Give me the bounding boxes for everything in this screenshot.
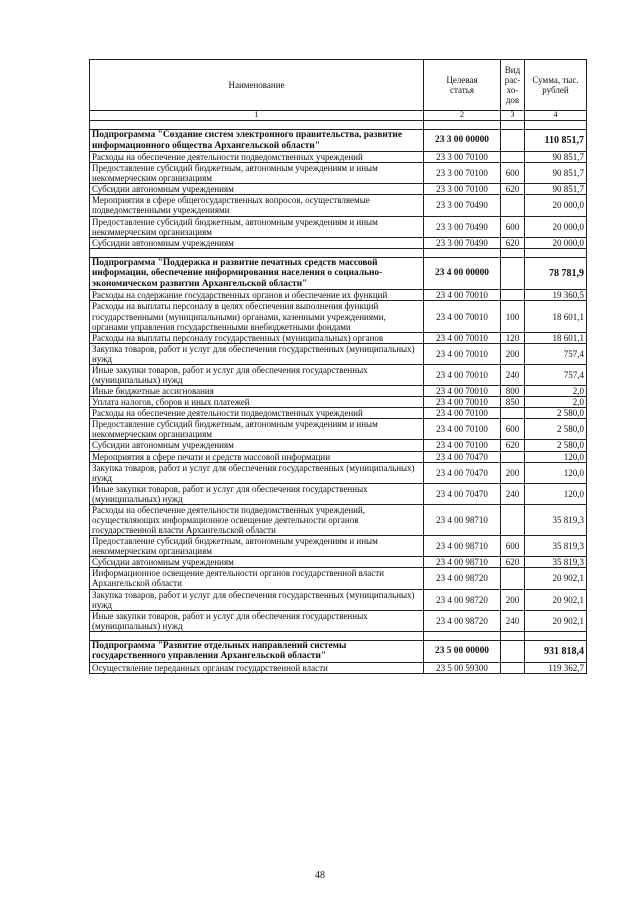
cell-name: Осуществление переданных органам государственной власти (90, 662, 424, 673)
table-row (90, 397, 587, 408)
cell-name: Закупка товаров, работ и услуг для обеспечения государственных (муниципальных) нужд (90, 462, 424, 483)
cell-name: Иные закупки товаров, работ и услуг для обеспечения государственных (муниципальных) нужд (90, 483, 424, 504)
cell-name: Расходы на обеспечение деятельности подведомственных учреждений, осуществляющих информационное освещение деятельности органов государственной власти Архангельской области (90, 504, 424, 535)
cell-amount: 2,0 (525, 397, 587, 408)
cell-expense-type: 600 (501, 536, 525, 557)
cell-amount: 20 000,0 (525, 195, 587, 216)
cell-target-article: 23 3 00 70490 (424, 195, 501, 216)
header-name: Наименование (90, 60, 424, 111)
table-row (90, 163, 587, 184)
cell-expense-type (501, 257, 525, 290)
cell-expense-type (501, 290, 525, 301)
cell-amount: 120,0 (525, 462, 587, 483)
cell-expense-type: 200 (501, 343, 525, 364)
cell-expense-type: 200 (501, 462, 525, 483)
cell-amount: 18 601,1 (525, 332, 587, 343)
cell-name: Расходы на обеспечение деятельности подведомственных учреждений (90, 152, 424, 163)
cell-target-article: 23 4 00 98710 (424, 536, 501, 557)
cell-target-article: 23 3 00 00000 (424, 130, 501, 152)
page-number: 48 (315, 870, 325, 881)
cell-amount: 120,0 (525, 451, 587, 462)
cell-amount: 35 819,3 (525, 504, 587, 535)
cell-name: Расходы на выплаты персоналу государственных (муниципальных) органов (90, 332, 424, 343)
cell-amount: 931 818,4 (525, 640, 587, 662)
cell-name: Предоставление субсидий бюджетным, автономным учреждениям и иным некоммерческим организациям (90, 216, 424, 237)
spacer-row (90, 631, 587, 640)
cell-target-article: 23 4 00 70010 (424, 301, 501, 332)
cell-target-article: 23 4 00 70010 (424, 364, 501, 385)
cell-target-article: 23 5 00 00000 (424, 640, 501, 662)
subprogram-row (90, 257, 587, 290)
spacer-cell (424, 121, 501, 130)
cell-amount: 757,4 (525, 343, 587, 364)
cell-amount: 2 580,0 (525, 440, 587, 451)
cell-amount: 78 781,9 (525, 257, 587, 290)
cell-target-article: 23 5 00 59300 (424, 662, 501, 673)
cell-amount: 20 902,1 (525, 589, 587, 610)
table-row (90, 184, 587, 195)
budget-table (89, 59, 587, 674)
table-row (90, 364, 587, 385)
cell-target-article: 23 4 00 98710 (424, 504, 501, 535)
table-row (90, 216, 587, 237)
cell-expense-type: 800 (501, 386, 525, 397)
header-code: Целевая статья (424, 60, 501, 111)
cell-amount: 90 851,7 (525, 184, 587, 195)
cell-name: Иные закупки товаров, работ и услуг для обеспечения государственных (муниципальных) нужд (90, 610, 424, 631)
cell-amount: 120,0 (525, 483, 587, 504)
cell-name: Подпрограмма "Поддержка и развитие печатных средств массовой информации, обеспечение информирования населения о социально-экономическом развитии Архангельской области" (90, 257, 424, 290)
spacer-cell (501, 121, 525, 130)
subprogram-row (90, 130, 587, 152)
cell-expense-type: 620 (501, 237, 525, 248)
cell-target-article: 23 4 00 70100 (424, 440, 501, 451)
table-header-row (90, 60, 587, 111)
cell-expense-type (501, 451, 525, 462)
cell-name: Расходы на выплаты персоналу в целях обеспечения выполнения функций государственными (муниципальными) органами, казенными учреждениями, органами управления государственными внебюджетными фондами (90, 301, 424, 332)
cell-target-article: 23 4 00 70010 (424, 332, 501, 343)
table-row (90, 237, 587, 248)
cell-target-article: 23 4 00 98720 (424, 589, 501, 610)
column-number-row (90, 111, 587, 121)
cell-amount: 2 580,0 (525, 408, 587, 419)
cell-target-article: 23 4 00 98720 (424, 568, 501, 589)
column-number: 4 (525, 111, 587, 121)
cell-amount: 20 000,0 (525, 237, 587, 248)
cell-expense-type: 620 (501, 557, 525, 568)
table-row (90, 332, 587, 343)
cell-target-article: 23 4 00 70010 (424, 290, 501, 301)
cell-amount: 18 601,1 (525, 301, 587, 332)
spacer-cell (501, 631, 525, 640)
cell-name: Расходы на обеспечение деятельности подведомственных учреждений (90, 408, 424, 419)
cell-name: Субсидии автономным учреждениям (90, 237, 424, 248)
column-number: 1 (90, 111, 424, 121)
cell-name: Информационное освещение деятельности органов государственной власти Архангельской области (90, 568, 424, 589)
cell-name: Подпрограмма "Создание систем электронного правительства, развитие информационного общества Архангельской области" (90, 130, 424, 152)
cell-amount: 90 851,7 (525, 152, 587, 163)
spacer-cell (525, 121, 587, 130)
spacer-cell (501, 248, 525, 257)
cell-target-article: 23 4 00 70010 (424, 397, 501, 408)
cell-amount: 19 360,5 (525, 290, 587, 301)
table-row (90, 589, 587, 610)
cell-target-article: 23 4 00 00000 (424, 257, 501, 290)
cell-amount: 35 819,3 (525, 557, 587, 568)
table-row (90, 440, 587, 451)
cell-expense-type: 240 (501, 610, 525, 631)
cell-amount: 20 902,1 (525, 610, 587, 631)
spacer-cell (90, 631, 424, 640)
cell-name: Подпрограмма "Развитие отдельных направлений системы государственного управления Архангельской области" (90, 640, 424, 662)
cell-name: Закупка товаров, работ и услуг для обеспечения государственных (муниципальных) нужд (90, 343, 424, 364)
table-row (90, 195, 587, 216)
table-row (90, 536, 587, 557)
cell-amount: 90 851,7 (525, 163, 587, 184)
spacer-cell (90, 121, 424, 130)
cell-expense-type (501, 640, 525, 662)
cell-target-article: 23 3 00 70100 (424, 184, 501, 195)
column-number: 3 (501, 111, 525, 121)
cell-amount: 119 362,7 (525, 662, 587, 673)
cell-expense-type: 120 (501, 332, 525, 343)
cell-name: Предоставление субсидий бюджетным, автономным учреждениям и иным некоммерческим организациям (90, 419, 424, 440)
header-kind: Вид рас- хо- дов (501, 60, 525, 111)
table-row (90, 557, 587, 568)
table-row (90, 408, 587, 419)
table-row (90, 662, 587, 673)
cell-name: Иные бюджетные ассигнования (90, 386, 424, 397)
cell-target-article: 23 4 00 70470 (424, 462, 501, 483)
cell-expense-type: 600 (501, 216, 525, 237)
cell-name: Иные закупки товаров, работ и услуг для обеспечения государственных (муниципальных) нужд (90, 364, 424, 385)
table-row (90, 290, 587, 301)
cell-target-article: 23 4 00 70100 (424, 408, 501, 419)
cell-amount: 2,0 (525, 386, 587, 397)
cell-name: Предоставление субсидий бюджетным, автономным учреждениям и иным некоммерческим организациям (90, 536, 424, 557)
cell-name: Субсидии автономным учреждениям (90, 440, 424, 451)
budget-table-body (90, 60, 587, 674)
cell-target-article: 23 4 00 98720 (424, 610, 501, 631)
cell-amount: 2 580,0 (525, 419, 587, 440)
table-row (90, 343, 587, 364)
cell-name: Субсидии автономным учреждениям (90, 557, 424, 568)
table-row (90, 462, 587, 483)
cell-expense-type (501, 130, 525, 152)
cell-expense-type: 100 (501, 301, 525, 332)
cell-expense-type (501, 408, 525, 419)
spacer-row (90, 121, 587, 130)
cell-expense-type (501, 568, 525, 589)
cell-target-article: 23 4 00 70010 (424, 343, 501, 364)
cell-target-article: 23 3 00 70490 (424, 237, 501, 248)
table-row (90, 419, 587, 440)
table-row (90, 483, 587, 504)
cell-target-article: 23 3 00 70100 (424, 163, 501, 184)
cell-target-article: 23 3 00 70490 (424, 216, 501, 237)
cell-expense-type (501, 662, 525, 673)
table-row (90, 504, 587, 535)
table-row (90, 610, 587, 631)
cell-expense-type: 600 (501, 163, 525, 184)
header-sum: Сумма, тыс. рублей (525, 60, 587, 111)
cell-amount: 20 902,1 (525, 568, 587, 589)
cell-name: Предоставление субсидий бюджетным, автономным учреждениям и иным некоммерческим организациям (90, 163, 424, 184)
subprogram-row (90, 640, 587, 662)
cell-expense-type: 620 (501, 440, 525, 451)
cell-expense-type: 240 (501, 364, 525, 385)
cell-expense-type: 600 (501, 419, 525, 440)
cell-name: Субсидии автономным учреждениям (90, 184, 424, 195)
cell-expense-type (501, 195, 525, 216)
cell-expense-type (501, 152, 525, 163)
spacer-cell (424, 248, 501, 257)
table-row (90, 568, 587, 589)
table-row (90, 386, 587, 397)
cell-expense-type: 850 (501, 397, 525, 408)
cell-target-article: 23 4 00 98710 (424, 557, 501, 568)
table-row (90, 152, 587, 163)
cell-name: Закупка товаров, работ и услуг для обеспечения государственных (муниципальных) нужд (90, 589, 424, 610)
cell-target-article: 23 4 00 70470 (424, 483, 501, 504)
column-number: 2 (424, 111, 501, 121)
spacer-cell (525, 248, 587, 257)
cell-expense-type: 200 (501, 589, 525, 610)
cell-name: Уплата налогов, сборов и иных платежей (90, 397, 424, 408)
cell-target-article: 23 3 00 70100 (424, 152, 501, 163)
spacer-row (90, 248, 587, 257)
spacer-cell (424, 631, 501, 640)
cell-target-article: 23 4 00 70470 (424, 451, 501, 462)
cell-amount: 110 851,7 (525, 130, 587, 152)
cell-amount: 35 819,3 (525, 536, 587, 557)
cell-amount: 757,4 (525, 364, 587, 385)
cell-name: Расходы на содержание государственных органов и обеспечение их функций (90, 290, 424, 301)
table-row (90, 301, 587, 332)
cell-name: Мероприятия в сфере печати и средств массовой информации (90, 451, 424, 462)
spacer-cell (90, 248, 424, 257)
cell-expense-type: 240 (501, 483, 525, 504)
table-row (90, 451, 587, 462)
cell-name: Мероприятия в сфере общегосударственных вопросов, осуществляемые подведомственными учреждениями (90, 195, 424, 216)
cell-target-article: 23 4 00 70010 (424, 386, 501, 397)
cell-target-article: 23 4 00 70100 (424, 419, 501, 440)
spacer-cell (525, 631, 587, 640)
cell-expense-type (501, 504, 525, 535)
cell-expense-type: 620 (501, 184, 525, 195)
cell-amount: 20 000,0 (525, 216, 587, 237)
